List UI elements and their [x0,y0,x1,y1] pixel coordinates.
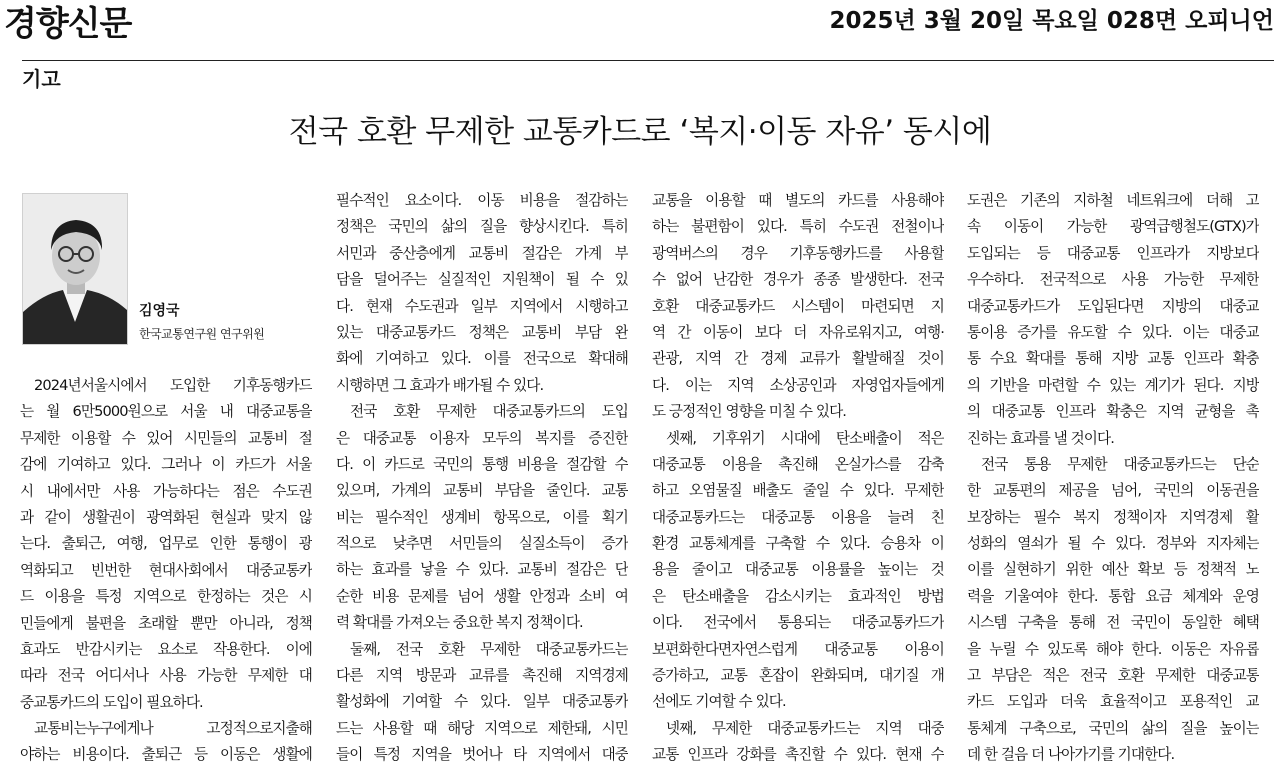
article-text-line: 있으며, 가계의 교통비 부담을 줄인다. 교통 [336,482,628,500]
author-title: 한국교통연구원 연구위원 [139,327,265,341]
article-text-line: 무제한 이용할 수 있어 시민들의 교통비 절 [20,429,312,447]
article-text-line: 성화의 열쇠가 될 수 있다. 정부와 지자체는 [967,535,1259,553]
article-text-line: 다. 이는 지역 소상공인과 자영업자들에게 [652,376,944,394]
article-text-line: 의 기반을 마련할 수 있는 계기가 된다. 지방 [967,376,1259,394]
article-text-line: 활성화에 기여할 수 있다. 일부 대중교통카 [336,693,628,711]
article-text-line: 통 수요 확대를 통해 지방 교통 인프라 확충 [967,350,1259,368]
article-text-line: 민들에게 불편을 초래할 뿐만 아니라, 정책 [20,614,312,632]
headline: 전국 호환 무제한 교통카드로 ‘복지·이동 자유’ 동시에 [288,114,992,150]
article-text-line: 교통비는누구에게나 고정적으로지출해 [34,720,312,738]
article-text-line: 수 없어 난감한 경우가 종종 발생한다. 전국 [652,271,944,289]
article-text-line: 하는 효과를 낳을 수 있다. 교통비 절감은 단 [336,561,628,579]
article-text-line: 용을 줄이고 대중교통 이용률을 높이는 것 [652,561,944,579]
article-text-line: 관광, 지역 간 경제 교류가 활발해질 것이 [652,350,944,368]
article-text-line: 둘째, 전국 호환 무제한 대중교통카드는 [350,640,628,658]
article-text-line: 도입되는 등 대중교통 인프라가 지방보다 [967,244,1259,262]
article-text-line: 한 교통편의 제공을 넘어, 국민의 이동권을 [967,482,1259,500]
article-text-line: 하는 불편함이 있다. 특히 수도권 전철이나 [652,218,944,236]
article-text-line: 환경 교통체계를 구축할 수 있다. 승용차 이 [652,535,944,553]
article-text-line: 증가하고, 교통 혼잡이 완화되며, 대기질 개 [652,667,944,685]
article-column-2 [336,188,628,769]
article-text-line: 통체계 구축으로, 국민의 삶의 질을 높이는 [967,719,1259,737]
article-text-line: 드는 사용할 때 해당 지역으로 제한돼, 시민 [336,719,628,737]
author-photo [22,193,128,345]
article-text-line: 선에도 기여할 수 있다. [652,693,786,711]
article-text-line: 대중교통 이용을 촉진해 온실가스를 감축 [652,455,944,473]
article-text-line: 력 확대를 가져오는 중요한 복지 정책이다. [336,614,583,632]
article-text-line: 있는 대중교통카드 정책은 교통비 부담 완 [336,323,628,341]
article-text-line: 서민과 중산층에게 교통비 절감은 가계 부 [336,244,628,262]
article-text-line: 을 누릴 수 있도록 해야 한다. 이동은 자유롭 [967,640,1259,658]
article-text-line: 속 이동이 가능한 광역급행철도(GTX)가 [967,218,1259,236]
article-text-line: 대중교통카드가 도입된다면 지방의 대중교 [967,297,1259,315]
article-text-line: 도권은 기존의 지하철 네트워크에 더해 고 [967,192,1259,209]
article-text-line: 전국 호환 무제한 대중교통카드의 도입 [350,403,628,421]
article-text-line: 다. 현재 수도권과 일부 지역에서 시행하고 [336,297,628,315]
article-text-line: 교통을 이용할 때 별도의 카드를 사용해야 [652,192,944,209]
article-text-line: 광역버스의 경우 기후동행카드를 사용할 [652,244,944,262]
article-column-1 [20,373,312,769]
article-text-line: 진하는 효과를 낼 것이다. [967,429,1114,447]
article-text-line: 셋째, 기후위기 시대에 탄소배출이 적은 [666,429,944,447]
article-text-line: 교통 인프라 강화를 촉진할 수 있다. 현재 수 [652,746,944,764]
article-text-line: 은 탄소배출을 감소시키는 효과적인 방법 [652,587,944,605]
article-text-line: 이다. 전국에서 통용되는 대중교통카드가 [652,614,944,632]
article-text-line: 전국 통용 무제한 대중교통카드는 단순 [981,455,1259,473]
section-label: 기고 [22,67,61,91]
article-text-line: 과 같이 생활권이 광역화된 현실과 맞지 않 [20,508,312,526]
article-text-line: 의 대중교통 인프라 확충은 지역 균형을 촉 [967,403,1259,421]
article-text-line: 시스템 구축을 통해 전 국민이 동일한 혜택 [967,614,1259,632]
article-text-line: 비는 필수적인 생계비 항목으로, 이를 획기 [336,508,628,526]
article-text-line: 필수적인 요소이다. 이동 비용을 절감하는 [336,192,628,209]
article-text-line: 도 긍정적인 영향을 미칠 수 있다. [652,403,847,421]
article-text-line: 드 이용을 특정 지역으로 한정하는 것은 시 [20,588,312,606]
article-text-line: 화에 기여하고 있다. 이를 전국으로 확대해 [336,350,628,368]
article-text-line: 적으로 낮추면 서민들의 실질소득이 증가 [336,535,628,553]
article-text-line: 다. 이 카드로 국민의 통행 비용을 절감할 수 [336,455,628,473]
article-text-line: 들이 특정 지역을 벗어나 타 지역에서 대중 [336,746,628,764]
article-text-line: 순한 비용 문제를 넘어 생활 안정과 소비 여 [336,587,628,605]
article-text-line: 통이용 증가를 유도할 수 있다. 이는 대중교 [967,323,1259,341]
article-text-line: 정책은 국민의 삶의 질을 향상시킨다. 특히 [336,218,628,236]
article-text-line: 시행하면 그 효과가 배가될 수 있다. [336,376,544,394]
author-name: 김영국 [139,303,180,319]
article-text-line: 따라 전국 어디서나 사용 가능한 무제한 대 [20,667,312,685]
article-text-line: 우수하다. 전국적으로 사용 가능한 무제한 [967,271,1259,289]
article-text-line: 다른 지역 방문과 교류를 촉진해 지역경제 [336,667,628,685]
article-text-line: 보편화한다면자연스럽게 대중교통 이용이 [652,640,944,658]
article-text-line: 중교통카드의 도입이 필요하다. [20,693,203,711]
article-column-4 [967,188,1259,769]
article-text-line: 는 월 6만5000원으로 서울 내 대중교통을 [20,403,312,421]
article-text-line: 2024년서울시에서 도입한 기후동행카드 [34,377,312,394]
article-column-3 [652,188,944,769]
article-text-line: 역화되고 빈번한 현대사회에서 대중교통카 [20,561,312,579]
article-text-line: 보장하는 필수 복지 정책이자 지역경제 활 [967,508,1259,526]
article-text-line: 넷째, 무제한 대중교통카드는 지역 대중 [666,719,944,737]
article-text-line: 대중교통카드는 대중교통 이용을 늘려 친 [652,508,944,526]
article-text-line: 효과도 반감시키는 요소로 작용한다. 이에 [20,640,312,658]
article-text-line: 야하는 비용이다. 출퇴근 등 이동은 생활에 [20,746,312,764]
article-text-line: 카드 도입과 더욱 효율적이고 포용적인 교 [967,693,1259,711]
article-text-line: 담을 덜어주는 실질적인 지원책이 될 수 있 [336,271,628,289]
article-text-line: 는다. 출퇴근, 여행, 업무로 인한 통행이 광 [20,535,312,553]
issue-info: 2025년 3월 20일 목요일 028면 오피니언 [829,8,1274,34]
newspaper-name: 경향신문 [4,4,132,44]
masthead [0,0,1280,60]
author-portrait-image [23,194,127,344]
article-text-line: 하고 오염물질 배출도 줄일 수 있다. 무제한 [652,482,944,500]
article-text-line: 은 대중교통 이용자 모두의 복지를 증진한 [336,429,628,447]
article-text-line: 시 내에서만 사용 가능하다는 점은 수도권 [20,482,312,500]
article-text-line: 역 간 이동이 보다 더 자유로워지고, 여행· [652,323,944,341]
article-text-line: 호환 대중교통카드 시스템이 마련되면 지 [652,297,944,315]
article-text-line: 이를 실현하기 위한 예산 확보 등 정책적 노 [967,561,1259,579]
article-text-line: 데 한 걸음 더 나아가기를 기대한다. [967,746,1175,764]
top-rule [22,60,1274,61]
article-text-line: 감에 기여하고 있다. 그러나 이 카드가 서울 [20,456,312,474]
article-text-line: 력을 기울여야 한다. 통합 요금 체계와 운영 [967,587,1259,605]
article-text-line: 고 부담은 적은 전국 호환 무제한 대중교통 [967,667,1259,685]
